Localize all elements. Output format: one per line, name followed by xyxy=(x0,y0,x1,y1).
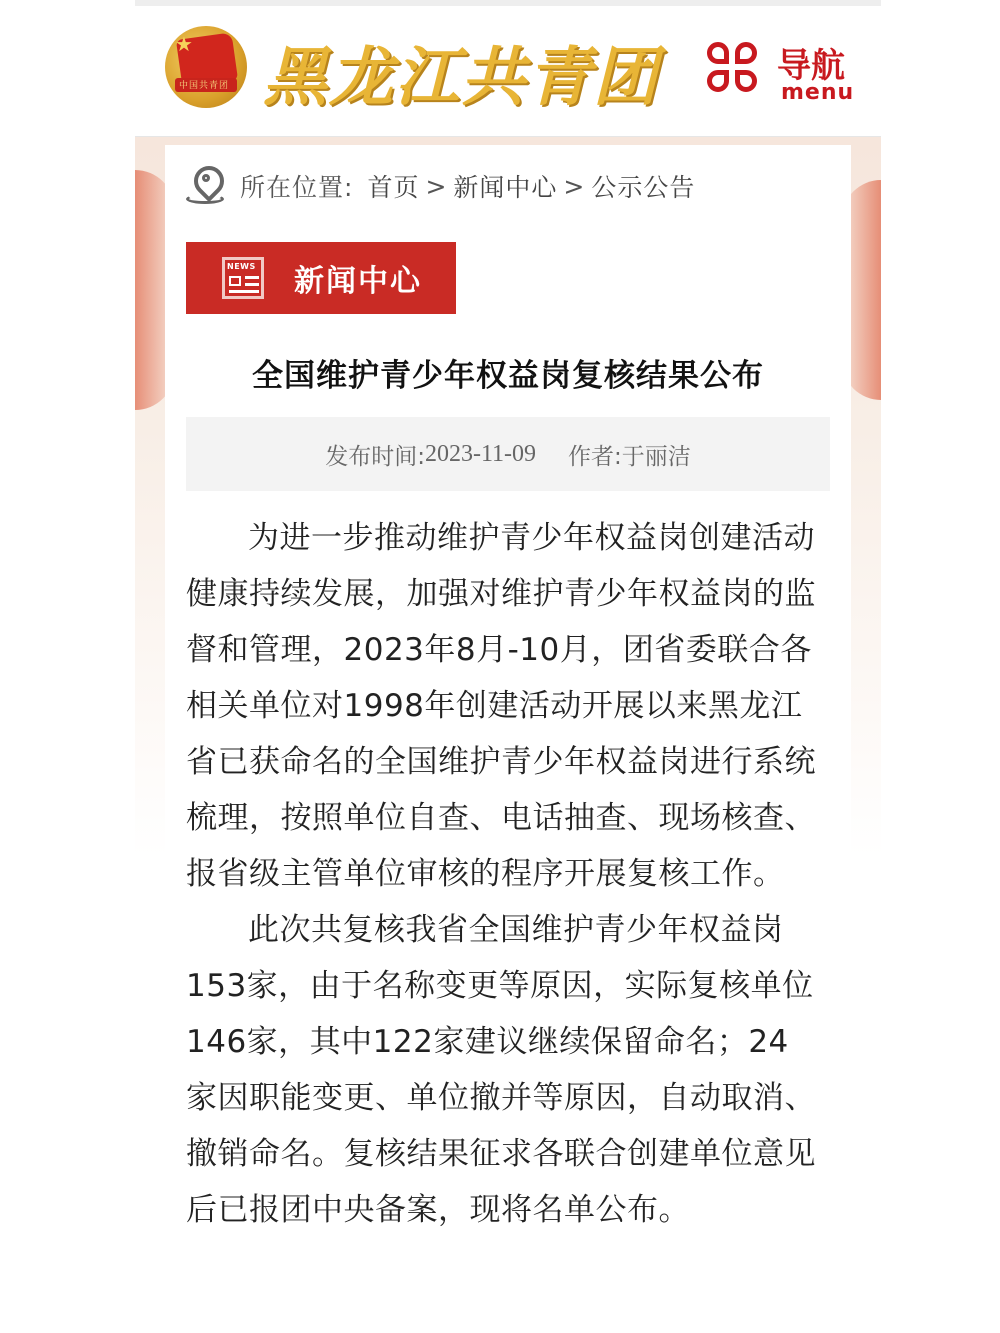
star-icon: ★ xyxy=(175,32,193,56)
breadcrumb-announcements[interactable]: 公示公告 xyxy=(591,173,696,202)
emblem-text: 中国共青团 xyxy=(179,81,230,91)
breadcrumb xyxy=(186,164,695,208)
article-paragraph: 为进一步推动维护青少年权益岗创建活动健康持续发展，加强对维护青少年权益岗的监督和管理，2023年8月-10月，团省委联合各相关单位对1998年创建活动开展以来黑龙江省已获命名的全国维护青少年权益岗进行系统梳理，按照单位自查、电话抽查、现场核查、报省级主管单位审核的程序开展复核工作。 xyxy=(186,520,816,892)
article-meta xyxy=(186,417,830,491)
breadcrumb-separator: > xyxy=(425,171,448,201)
article-title: 全国维护青少年权益岗复核结果公布 xyxy=(252,358,764,394)
nav-menu-button[interactable] xyxy=(705,38,855,108)
article-paragraph: 此次共复核我省全国维护青少年权益岗153家，由于名称变更等原因，实际复核单位146家，其中122家建议继续保留命名；24家因职能变更、单位撤并等原因，自动取消、撤销命名。复核结果征求各联合创建单位意见后已报团中央备案，现将名单公布。 xyxy=(186,912,816,1228)
author-label: 作者: xyxy=(568,443,622,470)
breadcrumb-prefix: 所在位置: xyxy=(240,173,354,202)
site-header xyxy=(135,6,881,137)
menu-grid-icon xyxy=(707,42,763,98)
breadcrumb-news-center[interactable]: 新闻中心 xyxy=(453,173,558,202)
article-body xyxy=(186,510,818,1238)
emblem-band xyxy=(175,78,237,92)
author-name: 于丽洁 xyxy=(621,443,691,470)
publish-label: 发布时间: xyxy=(325,443,425,470)
menu-label-en: menu xyxy=(781,80,855,105)
site-title[interactable]: 黑龙江共青团 xyxy=(263,40,659,115)
news-icon: NEWS xyxy=(222,257,264,299)
section-tab-news-center[interactable] xyxy=(186,242,456,314)
menu-label-cn: 导航 xyxy=(777,46,845,86)
league-emblem-logo[interactable] xyxy=(165,26,247,108)
breadcrumb-home[interactable]: 首页 xyxy=(367,173,420,202)
breadcrumb-separator: > xyxy=(563,171,586,201)
publish-date: 2023-11-09 xyxy=(424,440,537,467)
section-label: 新闻中心 xyxy=(294,264,422,299)
location-pin-icon xyxy=(186,164,226,208)
